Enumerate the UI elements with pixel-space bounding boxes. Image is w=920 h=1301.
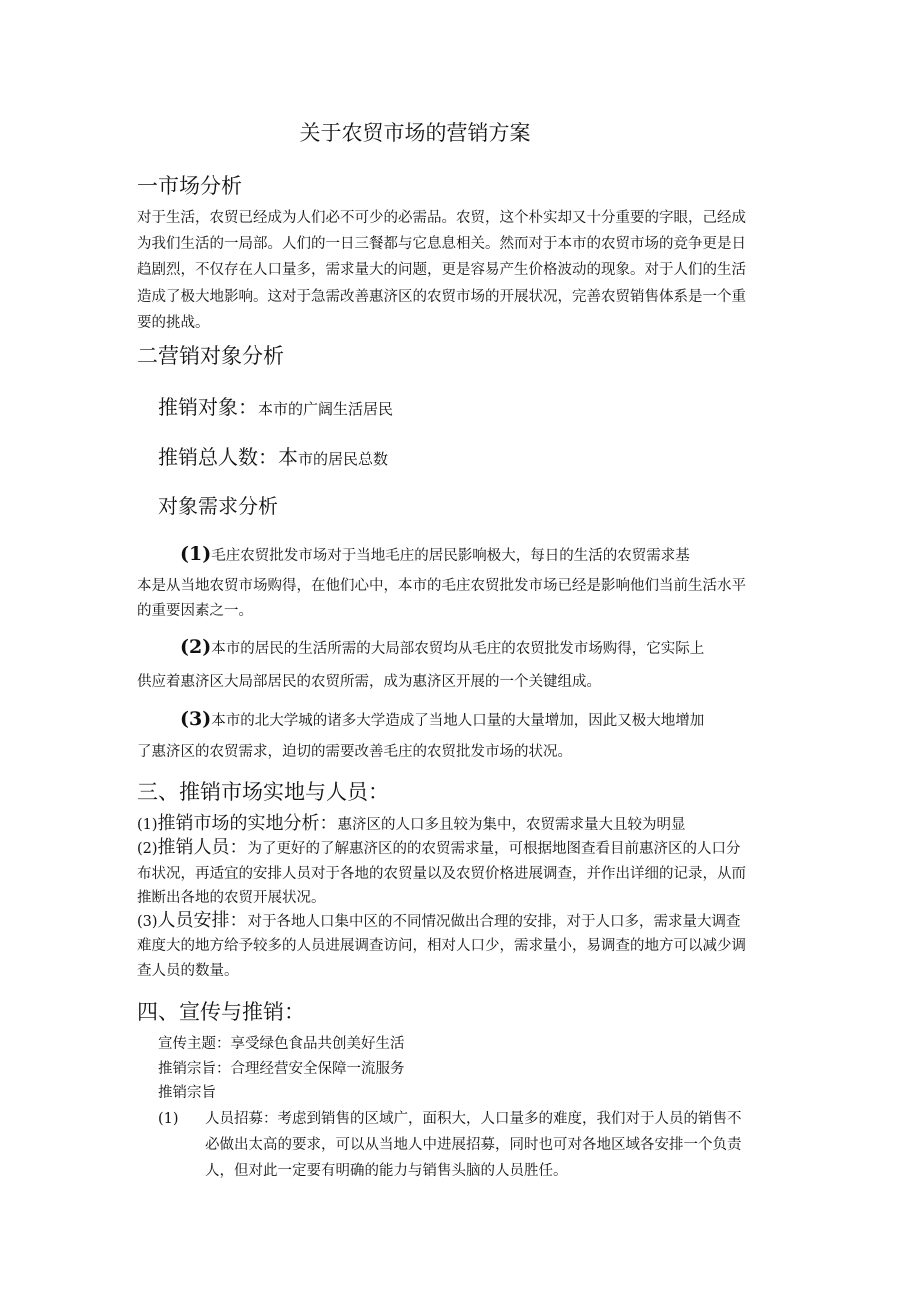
s3-item-2-line-2: 布状况，再适宜的安排人员对于各地的农贸量以及农贸价格进展调查，并作出详细的记录，从而 bbox=[137, 866, 746, 882]
s3-item-3-line-3: 查人员的数量。 bbox=[137, 963, 239, 979]
section-1-heading: 一市场分析 bbox=[137, 174, 242, 198]
paragraph-line: 对于生活，农贸已经成为人们必不可少的必需品。农贸，这个朴实却又十分重要的字眼，己经成 bbox=[137, 210, 746, 226]
item-text: 惠济区的人口多且较为集中，农贸需求量大且较为明显 bbox=[337, 817, 686, 833]
item-prefix: (3) bbox=[137, 914, 158, 930]
item-label: 推销人员： bbox=[157, 837, 248, 858]
target-row bbox=[158, 391, 393, 420]
promotion-purpose-heading: 推销宗旨 bbox=[158, 1085, 216, 1101]
list-line: 人，但对此一定要有明确的能力与销售头脑的人员胜任。 bbox=[205, 1163, 568, 1179]
item-prefix: (1) bbox=[137, 817, 158, 833]
demand-item-3-line-2: 了惠济区的农贸需求，迫切的需要改善毛庄的农贸批发市场的状况。 bbox=[137, 744, 572, 760]
total-row bbox=[158, 441, 388, 470]
demand-item-1-line-3: 的重要因素之一。 bbox=[137, 603, 253, 619]
demand-item-2-line-2: 供应着惠济区大局部居民的农贸所需，成为惠济区开展的一个关键组成。 bbox=[137, 674, 601, 690]
list-line: 人员招募：考虑到销售的区域广，面积大，人口量多的难度，我们对于人员的销售不 bbox=[205, 1111, 742, 1127]
publicity-theme: 宣传主题：享受绿色食品共创美好生活 bbox=[158, 1036, 405, 1052]
item-number: (3) bbox=[180, 708, 212, 730]
s3-item-2-line-3: 推断出各地的农贸开展状况。 bbox=[137, 890, 326, 906]
item-text: 为了更好的了解惠济区的的农贸需求量，可根据地图查看目前惠济区的人口分 bbox=[247, 841, 741, 857]
item-prefix: (2) bbox=[137, 841, 158, 857]
section-4-heading: 四、宣传与推销： bbox=[137, 1000, 305, 1024]
item-number: (2) bbox=[180, 636, 212, 658]
item-text: 本市的北大学城的诸多大学造成了当地人口量的大量增加，因此又极大地增加 bbox=[211, 713, 705, 729]
demand-item-2-first bbox=[180, 634, 704, 662]
promotion-purpose: 推销宗旨：合理经营安全保障一流服务 bbox=[158, 1061, 405, 1077]
demand-analysis-heading: 对象需求分析 bbox=[158, 494, 278, 518]
section-2-heading: 二营销对象分析 bbox=[137, 344, 284, 368]
paragraph-line: 要的挑战。 bbox=[137, 314, 210, 331]
item-number: (1) bbox=[180, 543, 212, 565]
s3-item-3-line-2: 难度大的地方给予较多的人员进展调查访问，相对人口少，需求量小，易调查的地方可以减少调 bbox=[137, 938, 746, 954]
target-label: 推销对象： bbox=[158, 395, 258, 419]
total-label: 推销总人数： bbox=[158, 445, 278, 469]
item-text: 毛庄农贸批发市场对于当地毛庄的居民影响极大，每日的生活的农贸需求基 bbox=[211, 548, 690, 564]
paragraph-line: 为我们生活的一局部。人们的一日三餐都与它息息相关。然而对于本市的农贸市场的竞争更是日 bbox=[137, 236, 746, 253]
list-line: 必做出太高的要求，可以从当地人中进展招募，同时也可对各地区域各安排一个负责 bbox=[205, 1137, 742, 1153]
paragraph-line: 趋剧烈，不仅存在人口量多，需求量大的问题，更是容易产生价格波动的现象。对于人们的生活 bbox=[137, 262, 746, 279]
demand-item-1-first bbox=[180, 541, 690, 569]
target-value: 本市的广阔生活居民 bbox=[258, 400, 394, 418]
item-label: 推销市场的实地分析： bbox=[157, 813, 338, 834]
s3-item-2 bbox=[137, 835, 741, 862]
item-label: 人员安排： bbox=[157, 910, 248, 931]
section-3-heading: 三、推销市场实地与人员： bbox=[137, 780, 389, 804]
item-text: 对于各地人口集中区的不同情况做出合理的安排，对于人口多，需求量大调查 bbox=[247, 914, 741, 930]
list-number: (1) bbox=[158, 1111, 179, 1127]
total-value-first-char: 本 bbox=[278, 445, 298, 469]
demand-item-3-first bbox=[180, 706, 704, 734]
total-value: 市的居民总数 bbox=[298, 450, 389, 468]
demand-item-1-line-2: 本是从当地农贸市场购得，在他们心中，本市的毛庄农贸批发市场已经是影响他们当前生活水平 bbox=[137, 578, 746, 594]
document-title: 关于农贸市场的营销方案 bbox=[299, 121, 531, 145]
paragraph-line: 造成了极大地影响。这对于急需改善惠济区的农贸市场的开展状况，完善农贸销售体系是一个重 bbox=[137, 288, 746, 305]
item-text: 本市的居民的生活所需的大局部农贸均从毛庄的农贸批发市场购得，它实际上 bbox=[211, 641, 705, 657]
s3-item-3 bbox=[137, 908, 741, 935]
section-1-paragraph bbox=[137, 205, 785, 336]
